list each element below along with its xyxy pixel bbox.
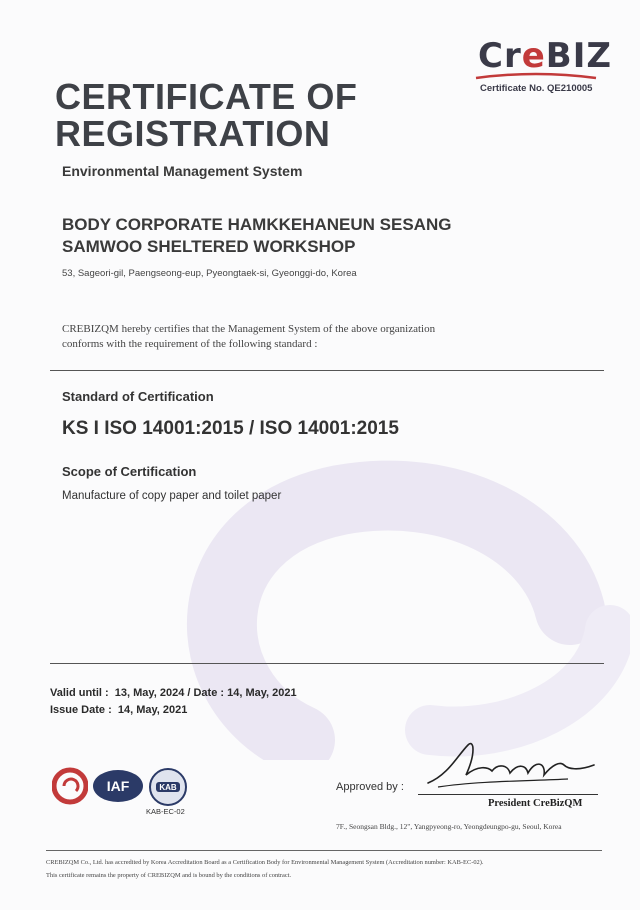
certificate-title: CERTIFICATE OF REGISTRATION: [55, 76, 358, 154]
crebiz-logo-text: CreBIZ: [478, 36, 613, 76]
organization-name: BODY CORPORATE HAMKKEHANEUN SESANG SAMWOO SHELTERED WORKSHOP: [62, 215, 452, 256]
standard-value: KS I ISO 14001:2015 / ISO 14001:2015: [62, 418, 399, 439]
iaf-logo-icon: [92, 769, 144, 803]
organization-address: 53, Sageori-gil, Paengseong-eup, Pyeongtaek-si, Gyeonggi-do, Korea: [62, 268, 357, 279]
valid-until-value: 13, May, 2024 / Date : 14, May, 2021: [114, 687, 297, 699]
footer-divider: [46, 850, 602, 851]
svg-text:IAF: IAF: [106, 778, 130, 794]
logo-swoosh-icon: [474, 72, 598, 82]
divider: [50, 370, 604, 371]
svg-text:KAB: KAB: [159, 783, 177, 792]
signer-title: President CreBizQM: [488, 798, 583, 809]
scope-label: Scope of Certification: [62, 464, 197, 479]
divider: [50, 663, 604, 664]
approved-by-label: Approved by :: [336, 781, 404, 793]
issuer-address: 7F., Seongsan Bldg., 12", Yangpyeong-ro, Yeongdeungpo-gu, Seoul, Korea: [336, 822, 562, 831]
valid-until-label: Valid until :: [50, 687, 109, 699]
validity-dates: [50, 685, 297, 719]
kab-accreditation-code: KAB-EC-02: [146, 807, 185, 816]
footnote: CREBIZQM Co., Ltd. has accredited by Korea Accreditation Board as a Certification Body for Environmental Management System (Accreditation number: KAB-EC-02). This certificate remains the property of CREBIZQM and is bound by the conditions of contract.: [46, 859, 484, 879]
system-name: Environmental Management System: [62, 163, 303, 179]
standard-label: Standard of Certification: [62, 389, 214, 404]
kab-logo-icon: [148, 767, 188, 807]
signature-line: [418, 794, 598, 795]
certification-statement: CREBIZQM hereby certifies that the Management System of the above organization conforms with the requirement of the following standard :: [62, 323, 436, 350]
president-signature: [418, 735, 598, 795]
crebiz-mark-icon: [52, 767, 88, 805]
scope-value: Manufacture of copy paper and toilet paper: [62, 490, 282, 502]
accreditation-marks: [52, 767, 212, 817]
certificate-number: Certificate No. QE210005: [480, 83, 593, 94]
crebiz-logo: [468, 36, 613, 106]
issue-date-label: Issue Date :: [50, 704, 112, 716]
issue-date-value: 14, May, 2021: [117, 704, 188, 716]
